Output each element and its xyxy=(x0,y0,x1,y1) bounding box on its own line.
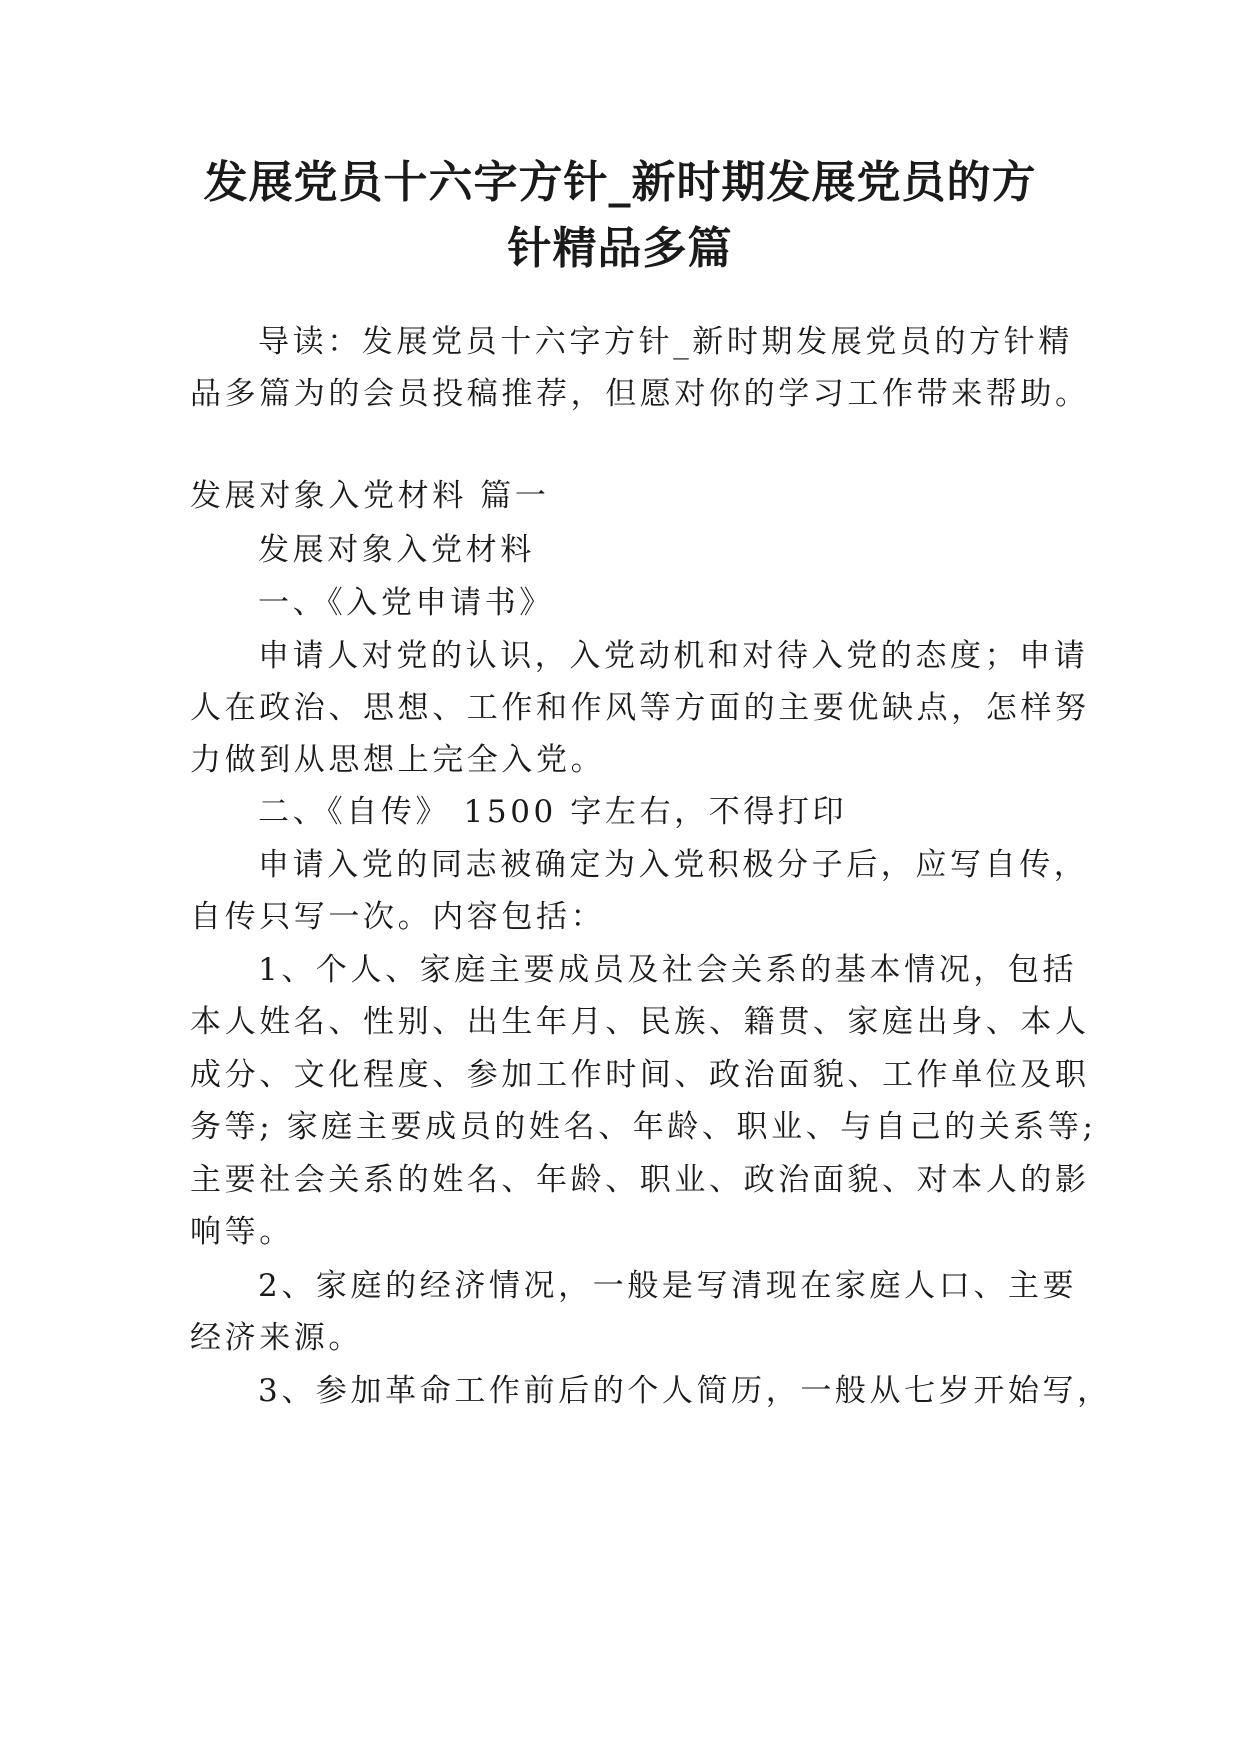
body-line: 2、家庭的经济情况，一般是写清现在家庭人口、主要 xyxy=(258,1268,1078,1304)
body-line: 一、《入党申请书》 xyxy=(258,585,554,621)
body-line: 二、《自传》 1500 字左右，不得打印 xyxy=(258,794,848,830)
body-line: 3、参加革命工作前后的个人简历，一般从七岁开始写， xyxy=(258,1373,1112,1409)
document-title-line-2: 针精品多篇 xyxy=(507,223,733,274)
intro-line: 导读：发展党员十六字方针_新时期发展党员的方针精 xyxy=(258,324,1073,360)
intro-line: 品多篇为的会员投稿推荐，但愿对你的学习工作带来帮助。 xyxy=(190,376,1090,412)
body-line: 本人姓名、性别、出生年月、民族、籍贯、家庭出身、本人 xyxy=(190,1004,1090,1040)
body-line: 响等。 xyxy=(190,1214,294,1250)
body-line: 务等; 家庭主要成员的姓名、年龄、职业、与自己的关系等; xyxy=(190,1109,1097,1145)
body-line: 申请入党的同志被确定为入党积极分子后，应写自传， xyxy=(258,847,1089,883)
body-line: 发展对象入党材料 xyxy=(258,532,535,568)
body-line: 申请人对党的认识，入党动机和对待入党的态度；申请 xyxy=(258,638,1089,674)
document-title-line-1: 发展党员十六字方针_新时期发展党员的方 xyxy=(203,157,1037,208)
body-line: 人在政治、思想、工作和作风等方面的主要优缺点，怎样努 xyxy=(190,690,1090,726)
body-line: 1、个人、家庭主要成员及社会关系的基本情况，包括 xyxy=(258,952,1078,988)
section-heading: 发展对象入党材料 篇一 xyxy=(190,478,550,514)
body-line: 成分、文化程度、参加工作时间、政治面貌、工作单位及职 xyxy=(190,1057,1090,1093)
body-line: 力做到从思想上完全入党。 xyxy=(190,742,606,778)
body-line: 主要社会关系的姓名、年龄、职业、政治面貌、对本人的影 xyxy=(190,1162,1090,1198)
body-line: 经济来源。 xyxy=(190,1320,363,1356)
body-line: 自传只写一次。内容包括： xyxy=(190,899,606,935)
